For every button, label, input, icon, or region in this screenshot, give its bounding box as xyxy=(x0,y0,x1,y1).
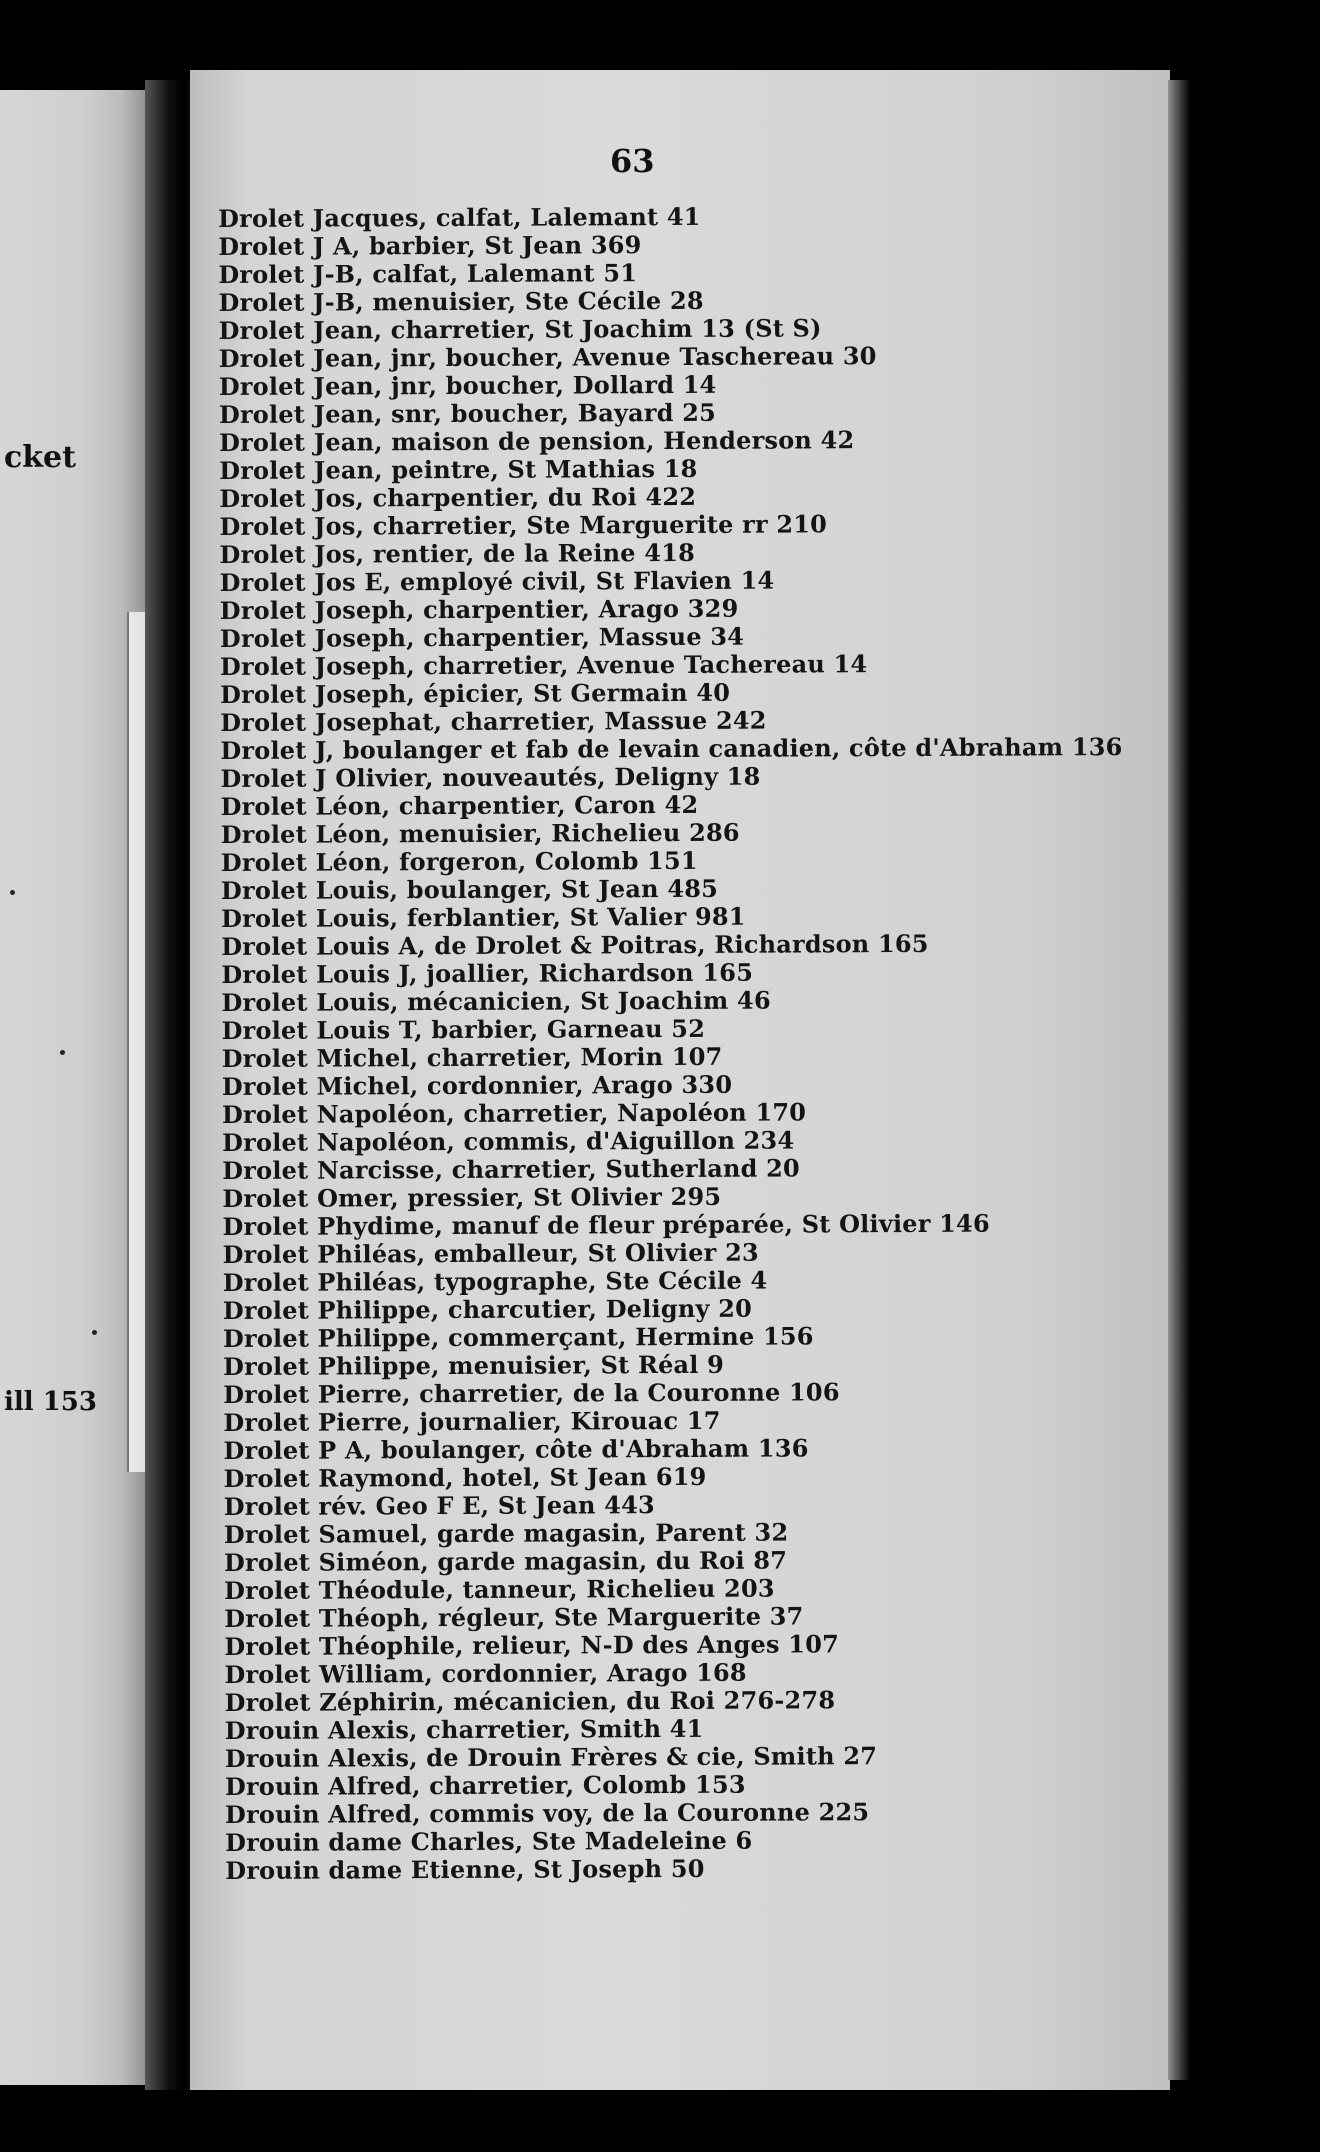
directory-entry: Drolet Samuel, garde magasin, Parent 32 xyxy=(223,1517,789,1549)
directory-entry: Drolet Louis A, de Drolet & Poitras, Richardson 165 xyxy=(221,928,929,961)
directory-entry: Drolet P A, boulanger, côte d'Abraham 136 xyxy=(223,1433,809,1465)
directory-entry: Drolet Napoléon, commis, d'Aiguillon 234 xyxy=(222,1125,795,1157)
directory-entry: Drolet Phydime, manuf de fleur préparée, St Olivier 146 xyxy=(222,1208,990,1241)
left-page-fragment: cket xyxy=(4,440,76,475)
directory-entry: Drolet Jos, charpentier, du Roi 422 xyxy=(219,481,697,513)
directory-entry: Drolet Pierre, journalier, Kirouac 17 xyxy=(223,1405,721,1437)
page-edge-shadow xyxy=(1168,80,1190,2080)
directory-entry: Drouin dame Etienne, St Joseph 50 xyxy=(225,1853,705,1885)
directory-entry: Drolet Jean, charretier, St Joachim 13 (St S) xyxy=(218,313,822,345)
directory-entry: Drolet Jean, jnr, boucher, Avenue Taschereau 30 xyxy=(218,341,877,373)
directory-entry: Drolet Louis, boulanger, St Jean 485 xyxy=(220,873,719,905)
directory-entry: Drolet Léon, forgeron, Colomb 151 xyxy=(220,845,698,877)
scan-border xyxy=(0,2090,1320,2152)
directory-entry: Drolet Jean, maison de pension, Henderson 42 xyxy=(218,425,855,457)
directory-entry: Drouin Alexis, de Drouin Frères & cie, Smith 27 xyxy=(224,1741,878,1773)
directory-entry: Drolet Jos E, employé civil, St Flavien 14 xyxy=(219,565,775,597)
directory-entry: Drolet J, boulanger et fab de levain canadien, côte d'Abraham 136 xyxy=(220,732,1123,765)
directory-entry: Drolet Napoléon, charretier, Napoléon 170 xyxy=(221,1097,807,1129)
directory-entry: Drolet Joseph, charpentier, Arago 329 xyxy=(219,593,739,625)
directory-entry: Drolet rév. Geo F E, St Jean 443 xyxy=(223,1490,655,1521)
directory-entry: Drolet Joseph, charretier, Avenue Tachereau 14 xyxy=(219,649,868,681)
directory-entry: Drolet Louis, mécanicien, St Joachim 46 xyxy=(221,985,771,1017)
directory-entry: Drolet J A, barbier, St Jean 369 xyxy=(218,230,642,261)
directory-entry: Drouin Alexis, charretier, Smith 41 xyxy=(224,1713,704,1745)
directory-entry: Drouin Alfred, commis voy, de la Couronne 225 xyxy=(224,1797,870,1829)
directory-entry: Drolet Joseph, charpentier, Massue 34 xyxy=(219,621,745,653)
directory-entry: Drolet J-B, calfat, Lalemant 51 xyxy=(218,258,638,289)
directory-entry: Drolet Léon, charpentier, Caron 42 xyxy=(220,789,699,821)
directory-entry: Drolet J-B, menuisier, Ste Cécile 28 xyxy=(218,285,704,317)
directory-entry: Drolet Philippe, commerçant, Hermine 156 xyxy=(222,1321,814,1353)
directory-entry: Drolet Jos, rentier, de la Reine 418 xyxy=(219,537,696,569)
directory-entry: Drolet Narcisse, charretier, Sutherland 20 xyxy=(222,1153,800,1185)
speck xyxy=(60,1050,65,1055)
directory-entry: Drolet Philéas, typographe, Ste Cécile 4 xyxy=(222,1265,768,1297)
directory-entry: Drolet Philippe, charcutier, Deligny 20 xyxy=(222,1293,753,1325)
directory-entry: Drolet Léon, menuisier, Richelieu 286 xyxy=(220,817,740,849)
directory-entry: Drolet William, cordonnier, Arago 168 xyxy=(224,1657,747,1689)
directory-entry: Drolet Josephat, charretier, Massue 242 xyxy=(220,705,767,737)
directory-entry: Drolet Louis J, joallier, Richardson 165 xyxy=(221,957,754,989)
directory-entry: Drolet Jacques, calfat, Lalemant 41 xyxy=(217,201,701,233)
directory-entry: Drouin Alfred, charretier, Colomb 153 xyxy=(224,1769,746,1801)
directory-entry: Drolet Michel, cordonnier, Arago 330 xyxy=(221,1069,733,1101)
directory-entry: Drolet Michel, charretier, Morin 107 xyxy=(221,1041,723,1073)
speck xyxy=(92,1330,97,1335)
directory-entry: Drolet Jos, charretier, Ste Marguerite rr 210 xyxy=(219,509,828,541)
directory-entry: Drolet Siméon, garde magasin, du Roi 87 xyxy=(223,1545,788,1577)
directory-entry: Drolet Zéphirin, mécanicien, du Roi 276-278 xyxy=(224,1685,836,1717)
directory-entry: Drolet Louis T, barbier, Garneau 52 xyxy=(221,1013,706,1045)
directory-entry: Drolet Philippe, menuisier, St Réal 9 xyxy=(223,1349,725,1381)
directory-entry: Drolet Théoph, régleur, Ste Marguerite 37 xyxy=(224,1601,804,1633)
directory-entry: Drolet Joseph, épicier, St Germain 40 xyxy=(220,677,731,709)
directory-entry: Drolet Omer, pressier, St Olivier 295 xyxy=(222,1181,722,1213)
left-page-fragment: ill 153 xyxy=(4,1387,97,1417)
speck xyxy=(10,890,15,895)
directory-entry: Drolet J Olivier, nouveautés, Deligny 18 xyxy=(220,761,761,793)
directory-entry-list xyxy=(218,201,1155,1885)
directory-entry: Drolet Jean, jnr, boucher, Dollard 14 xyxy=(218,369,717,401)
directory-entry: Drolet Théophile, relieur, N-D des Anges 107 xyxy=(224,1629,840,1661)
directory-entry: Drouin dame Charles, Ste Madeleine 6 xyxy=(225,1825,753,1857)
page-number: 63 xyxy=(610,142,655,180)
directory-entry: Drolet Jean, snr, boucher, Bayard 25 xyxy=(218,397,717,429)
directory-entry: Drolet Raymond, hotel, St Jean 619 xyxy=(223,1461,707,1493)
directory-entry: Drolet Philéas, emballeur, St Olivier 23 xyxy=(222,1237,759,1269)
directory-entry: Drolet Jean, peintre, St Mathias 18 xyxy=(219,453,698,485)
directory-entry: Drolet Théodule, tanneur, Richelieu 203 xyxy=(223,1573,775,1605)
directory-entry: Drolet Louis, ferblantier, St Valier 981 xyxy=(221,901,746,933)
directory-entry: Drolet Pierre, charretier, de la Couronne 106 xyxy=(223,1377,840,1409)
